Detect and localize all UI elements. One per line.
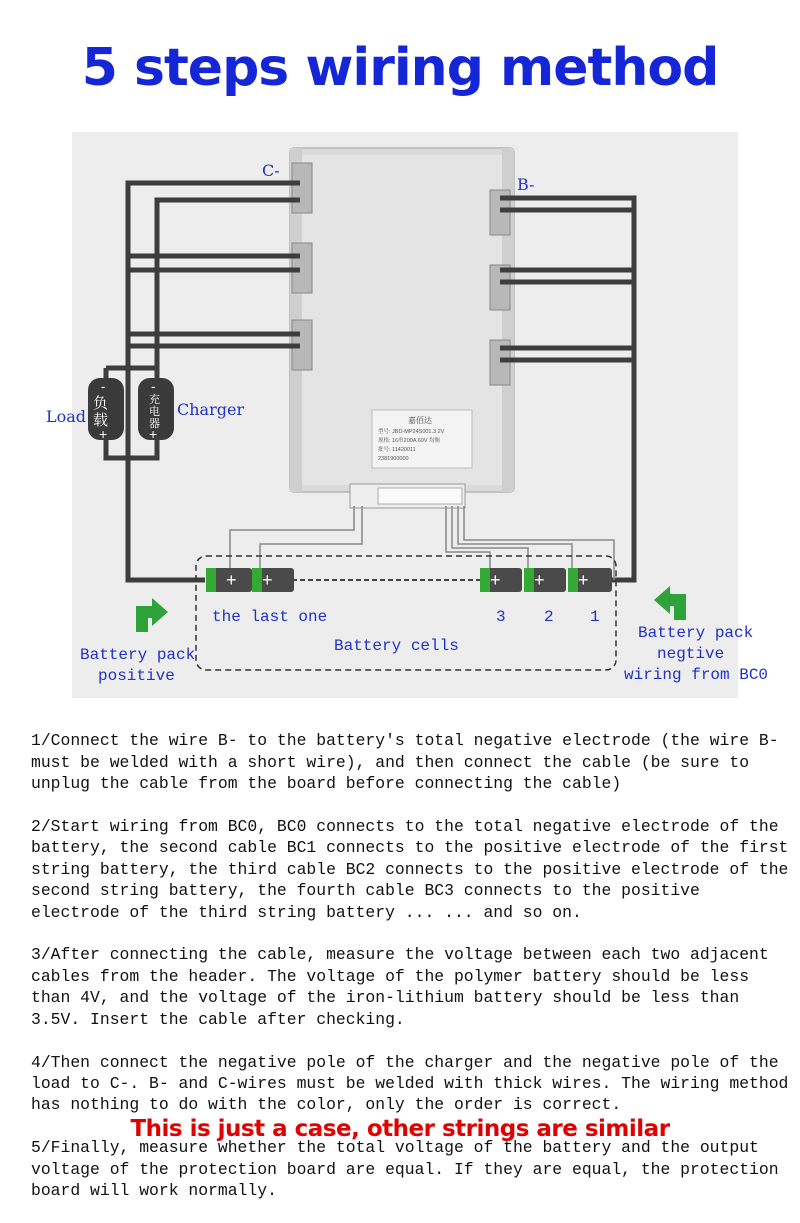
- cell-1: [568, 568, 612, 592]
- step-5: 5/Finally, measure whether the total voltage of the battery and the output voltage of the protection board are equal. If they are equal, the protection board will work normally.: [31, 1138, 779, 1200]
- svg-text:+: +: [226, 570, 237, 590]
- board-batch: 批号: 11420011: [378, 447, 416, 453]
- footer-note: This is just a case, other strings are similar: [130, 1116, 670, 1142]
- b-minus-label: B-: [517, 175, 535, 194]
- charger-block: [138, 378, 174, 442]
- pack-positive-label-2: positive: [98, 667, 175, 685]
- charger-char-1: 充: [149, 394, 160, 406]
- svg-text:+: +: [99, 426, 108, 442]
- cell-second-last: [252, 568, 294, 592]
- charger-label: Charger: [177, 400, 245, 419]
- protection-board: [290, 148, 514, 508]
- pack-negative-label-1: Battery pack: [638, 624, 754, 642]
- load-char-1: 负: [93, 395, 109, 412]
- svg-text:+: +: [534, 570, 545, 590]
- charger-char-2: 电: [149, 406, 160, 418]
- svg-text:-: -: [151, 378, 156, 394]
- step-3: 3/After connecting the cable, measure the voltage between each two adjacent cables from the header. The voltage of the polymer battery should be less than 4V, and the voltage of the iron-lithium battery should be less than 3.5V. Insert the cable after checking.: [31, 945, 769, 1029]
- last-one-label: the last one: [212, 608, 328, 626]
- board-model: 型号: JBD-MP24S001.3 2V: [378, 429, 445, 435]
- svg-text:+: +: [578, 570, 589, 590]
- cell-2: [524, 568, 566, 592]
- svg-text:-: -: [101, 378, 106, 394]
- cell-2-label: 2: [544, 608, 554, 626]
- c-minus-label: C-: [262, 161, 280, 180]
- svg-text:+: +: [149, 426, 158, 442]
- battery-cells-label: Battery cells: [334, 637, 459, 655]
- board-brand: 嘉佰达: [408, 416, 432, 425]
- board-serial: 2381900000: [378, 456, 409, 462]
- pack-negative-label-2: negtive: [657, 645, 725, 663]
- svg-text:+: +: [262, 570, 273, 590]
- cell-last: [206, 568, 252, 592]
- load-char-2: 载: [93, 412, 109, 429]
- cell-3-label: 3: [496, 608, 506, 626]
- page-title: 5 steps wiring method: [81, 38, 719, 98]
- svg-text:+: +: [490, 570, 501, 590]
- instructions: [31, 709, 791, 1223]
- load-block: [88, 378, 124, 442]
- pack-positive-label-1: Battery pack: [80, 646, 196, 664]
- cell-3: [480, 568, 522, 592]
- charger-char-3: 器: [149, 418, 160, 430]
- step-2: 2/Start wiring from BC0, BC0 connects to the total negative electrode of the battery, the second cable BC1 connects to the positive electrode of the first string battery, the third cable BC2 connects to the positive electrode of the second string battery, the fourth cable BC3 connects to the positive electrode of the third string battery ... ... and so on.: [31, 817, 789, 922]
- cell-1-label: 1: [590, 608, 600, 626]
- step-4: 4/Then connect the negative pole of the charger and the negative pole of the load to C-. B- and C-wires must be welded with thick wires. The wiring method has nothing to do with the color, only the order is correct.: [31, 1052, 789, 1115]
- board-spec: 规格: 16串200A 60V 均衡: [378, 438, 441, 444]
- pack-negative-label-3: wiring from BC0: [624, 666, 769, 684]
- step-1: 1/Connect the wire B- to the battery's total negative electrode (the wire B- must be welded with a short wire), and then connect the cable (be sure to unplug the cable from the board before connecting the cable): [31, 731, 779, 794]
- load-label: Load: [46, 407, 87, 426]
